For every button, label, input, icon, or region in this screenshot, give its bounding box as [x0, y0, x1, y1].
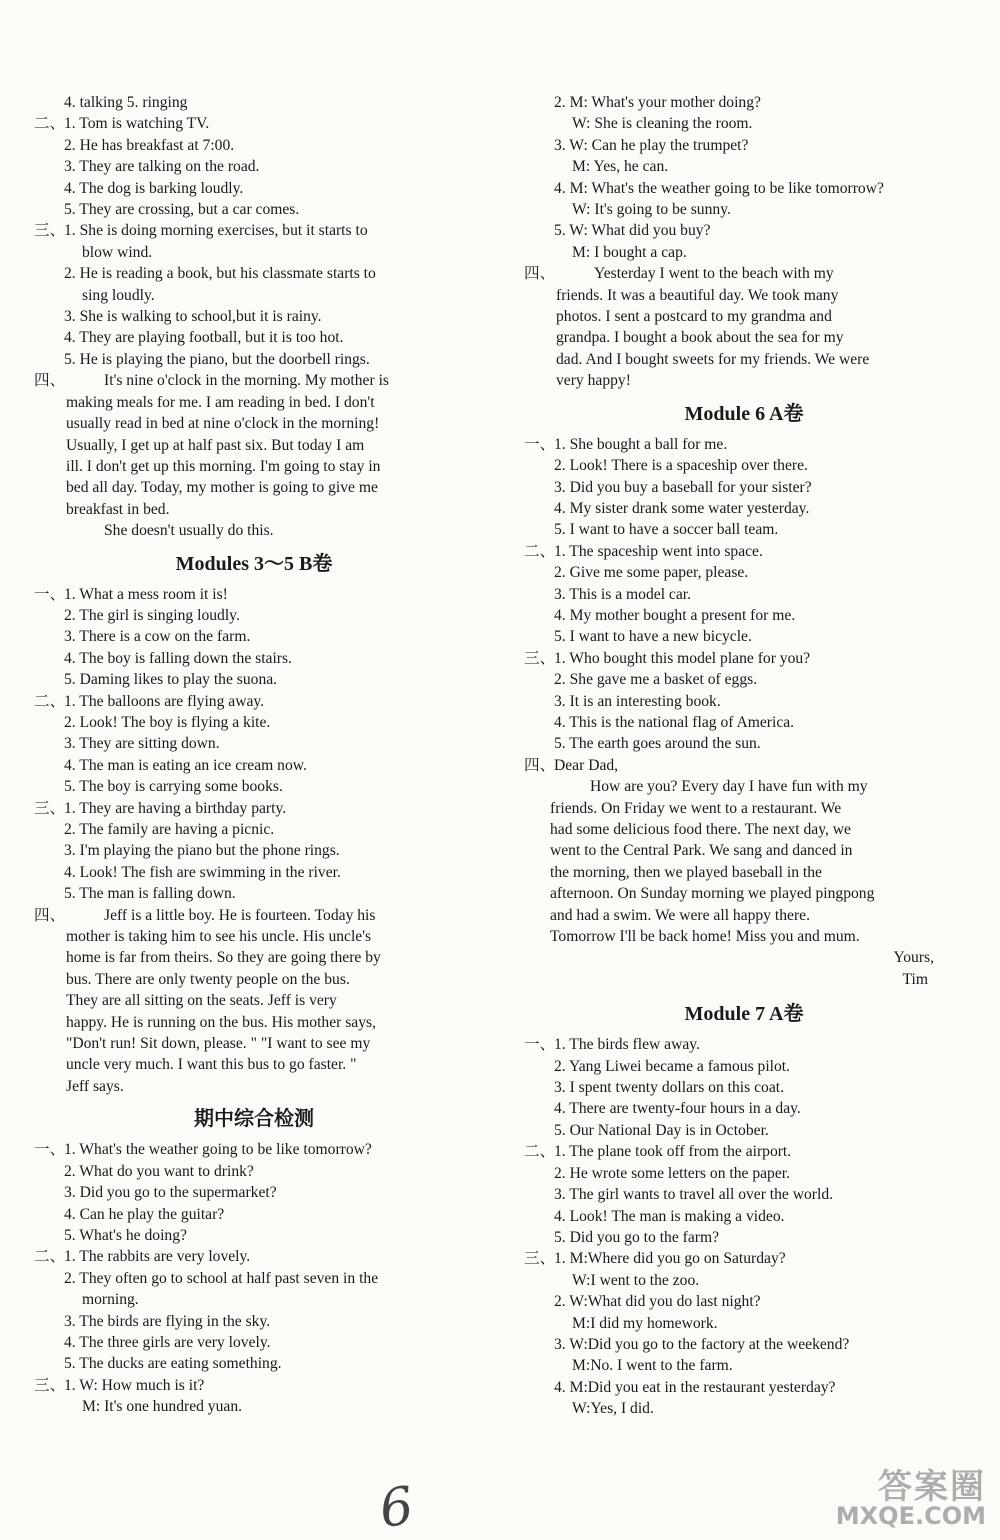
answer-line: 5. W: What did you buy? — [554, 222, 711, 240]
answer-line: 4. My mother bought a present for me. — [554, 606, 796, 624]
answer-line: 3. I'm playing the piano but the phone rings. — [64, 842, 340, 860]
answer-line: 1. What a mess room it is! — [64, 585, 228, 603]
section-mark: 三、 — [34, 222, 66, 240]
answer-line: 2. Look! The boy is flying a kite. — [64, 713, 271, 731]
answer-line: 2. Look! There is a spaceship over there. — [554, 457, 808, 475]
passage-line: Yesterday I went to the beach with my — [594, 265, 834, 283]
m-section-3 — [34, 1375, 474, 1418]
answer-line: M: I bought a cap. — [572, 243, 687, 261]
answer-line: 5. Daming likes to play the suona. — [64, 671, 278, 689]
answer-line: 1. W: How much is it? — [64, 1376, 205, 1394]
answer-line: 3. W:Did you go to the factory at the weekend? — [554, 1335, 850, 1353]
section-mark: 二、 — [34, 115, 66, 133]
dialogue-continuation — [524, 92, 964, 263]
m-section-1 — [34, 1139, 474, 1246]
answer-line: 3. The girl wants to travel all over the world. — [554, 1186, 834, 1204]
answer-line: 4. talking 5. ringing — [64, 94, 188, 111]
passage-line: Jeff is a little boy. He is fourteen. Today his — [104, 906, 376, 924]
answer-line: 3. She is walking to school,but it is rainy. — [64, 308, 322, 326]
answer-line: 2. W:What did you do last night? — [554, 1293, 761, 1311]
answer-line: 5. The man is falling down. — [64, 885, 236, 903]
right-column — [524, 92, 964, 1420]
section-mark: 二、 — [34, 692, 66, 710]
a-section-2 — [524, 541, 964, 648]
answer-line: 4. The three girls are very lovely. — [64, 1333, 271, 1351]
answer-line: 2. He has breakfast at 7:00. — [64, 136, 235, 154]
answer-line: 2. He wrote some letters on the paper. — [554, 1164, 790, 1182]
letter-line: friends. On Friday we went to a restaurant. We — [550, 799, 842, 817]
answer-line: morning. — [82, 1291, 139, 1309]
letter-line: went to the Central Park. We sang and danced in — [550, 842, 853, 860]
section-mark: 三、 — [524, 649, 556, 667]
answer-line: 3. Did you buy a baseball for your sister? — [554, 478, 812, 496]
watermark-cn: 答案圈 — [878, 1467, 986, 1507]
answer-line: 1. She is doing morning exercises, but it starts to — [64, 222, 368, 240]
answer-line: 5. The boy is carrying some books. — [64, 778, 283, 796]
passage-line: She doesn't usually do this. — [104, 522, 274, 540]
answer-line: 1. The balloons are flying away. — [64, 692, 265, 710]
answer-line: 2. The family are having a picnic. — [64, 821, 275, 838]
letter-line: afternoon. On Sunday morning we played pingpong — [550, 885, 875, 903]
answer-line: 2. Give me some paper, please. — [554, 564, 749, 582]
answer-line: 4. The dog is barking loudly. — [64, 179, 244, 197]
passage-line: usually read in bed at nine o'clock in the morning! — [66, 415, 380, 433]
answer-line: 2. M: What's your mother doing? — [554, 94, 761, 111]
answer-line: 4. M:Did you eat in the restaurant yesterday? — [554, 1378, 836, 1396]
passage-line: dad. And I bought sweets for my friends. We were — [556, 350, 870, 368]
section-mark: 四、 — [524, 756, 556, 774]
passage-line: breakfast in bed. — [66, 500, 170, 518]
passage-line: It's nine o'clock in the morning. My mother is — [104, 372, 389, 390]
section-mark: 二、 — [34, 1248, 66, 1266]
answer-line: 3. They are sitting down. — [64, 735, 220, 753]
answer-line: 3. It is an interesting book. — [554, 692, 721, 710]
section-2 — [34, 113, 474, 220]
answer-line: 5. Our National Day is in October. — [554, 1121, 769, 1139]
section-mark: 一、 — [34, 1141, 66, 1159]
answer-line: 4. Look! The man is making a video. — [554, 1207, 785, 1225]
watermark-en: MXQE.COM — [835, 1502, 986, 1530]
answer-line: W: It's going to be sunny. — [572, 201, 731, 219]
answer-line: 2. Yang Liwei became a famous pilot. — [554, 1057, 791, 1075]
answer-line: 4. My sister drank some water yesterday. — [554, 499, 810, 517]
section-mark: 四、 — [34, 372, 66, 390]
answer-line: 5. Did you go to the farm? — [554, 1228, 719, 1246]
answer-line: M:No. I went to the farm. — [572, 1357, 733, 1375]
passage-line: home is far from theirs. So they are going there by — [66, 949, 381, 967]
answer-line: 2. The girl is singing loudly. — [64, 606, 240, 624]
answer-line: 4. Look! The fish are swimming in the river. — [64, 863, 341, 881]
answer-line: 3. This is a model car. — [554, 585, 692, 603]
answer-line: 1. The spaceship went into space. — [554, 542, 763, 560]
answer-line: W: She is cleaning the room. — [572, 115, 753, 133]
answer-line: 5. He is playing the piano, but the doorbell rings. — [64, 350, 370, 368]
section-4 — [524, 263, 964, 391]
passage-line: "Don't run! Sit down, please. " "I want to see my — [66, 1035, 371, 1053]
answer-line: 5. The ducks are eating something. — [64, 1355, 282, 1373]
section-heading: 期中综合检测 — [194, 1108, 314, 1131]
answer-line: 1. The birds flew away. — [554, 1036, 700, 1054]
letter-closing: Yours, — [893, 949, 934, 967]
answer-line: 1. Who bought this model plane for you? — [554, 649, 811, 667]
section-3 — [34, 220, 474, 370]
a-section-4-letter — [524, 755, 964, 990]
b-section-1 — [34, 584, 474, 691]
answer-line: 4. Can he play the guitar? — [64, 1205, 225, 1223]
section-mark: 三、 — [34, 799, 66, 817]
answer-line: 1. What's the weather going to be like tomorrow? — [64, 1141, 372, 1159]
passage-line: They are all sitting on the seats. Jeff is very — [66, 992, 337, 1010]
letter-signature: Tim — [902, 970, 928, 988]
section-mark: 二、 — [524, 542, 556, 560]
section-mark: 三、 — [34, 1376, 66, 1394]
answer-line: 3. There is a cow on the farm. — [64, 628, 251, 646]
passage-line: Usually, I get up at half past six. But today I am — [66, 436, 365, 454]
section-mark: 一、 — [34, 585, 66, 603]
letter-line: Tomorrow I'll be back home! Miss you and mum. — [550, 928, 860, 946]
page-number: 6 — [375, 1475, 418, 1540]
section-mark: 二、 — [524, 1143, 556, 1161]
answer-line: 5. What's he doing? — [64, 1226, 187, 1244]
passage-line: friends. It was a beautiful day. We took many — [556, 286, 839, 304]
answer-line: 5. I want to have a new bicycle. — [554, 628, 752, 646]
c-section-1 — [524, 1034, 964, 1141]
b-section-4 — [34, 905, 474, 1098]
answer-line: 1. The plane took off from the airport. — [554, 1143, 792, 1161]
section-heading: Module 6 A卷 — [684, 402, 804, 425]
answer-line: 1. Tom is watching TV. — [64, 115, 210, 133]
answer-line: 3. They are talking on the road. — [64, 158, 260, 176]
answer-line: 1. They are having a birthday party. — [64, 799, 287, 817]
passage-line: uncle very much. I want this bus to go faster. " — [66, 1056, 357, 1074]
passage-line: making meals for me. I am reading in bed. I don't — [66, 393, 375, 411]
passage-line: bus. There are only twenty people on the bus. — [66, 970, 350, 988]
answer-line: 2. He is reading a book, but his classmate starts to — [64, 265, 376, 283]
section-heading: Modules 3～5 B卷 — [175, 552, 333, 575]
answer-line: 3. I spent twenty dollars on this coat. — [554, 1079, 784, 1097]
answer-line: 4. The boy is falling down the stairs. — [64, 649, 292, 667]
answer-line: 2. She gave me a basket of eggs. — [554, 671, 758, 689]
watermark-logo — [835, 1467, 986, 1530]
answer-line: W:I went to the zoo. — [572, 1271, 700, 1289]
passage-line: Jeff says. — [66, 1077, 124, 1095]
answer-line: 4. The man is eating an ice cream now. — [64, 756, 307, 774]
m-section-2 — [34, 1246, 474, 1374]
passage-line: bed all day. Today, my mother is going to give me — [66, 479, 378, 497]
section-mark: 三、 — [524, 1250, 556, 1268]
a-section-3 — [524, 648, 964, 755]
c-section-2 — [524, 1141, 964, 1248]
section-mark: 一、 — [524, 435, 556, 453]
letter-greeting: Dear Dad, — [554, 756, 619, 774]
letter-line: How are you? Every day I have fun with my — [590, 778, 868, 796]
b-section-3 — [34, 798, 474, 905]
c-section-3 — [524, 1248, 964, 1419]
answer-line: blow wind. — [82, 243, 153, 261]
answer-line: M: Yes, he can. — [572, 158, 669, 176]
answer-line: 3. W: Can he play the trumpet? — [554, 136, 749, 154]
section-mark: 四、 — [524, 265, 556, 283]
answer-line: 2. What do you want to drink? — [64, 1162, 254, 1180]
answer-line: 4. M: What's the weather going to be like tomorrow? — [554, 179, 884, 197]
answer-line: M:I did my homework. — [572, 1314, 718, 1332]
passage-line: happy. He is running on the bus. His mother says, — [66, 1013, 376, 1031]
left-column — [34, 92, 474, 1418]
answer-line: 3. The birds are flying in the sky. — [64, 1312, 271, 1330]
answer-line: 5. I want to have a soccer ball team. — [554, 521, 779, 539]
answer-line: 4. They are playing football, but it is too hot. — [64, 329, 344, 347]
a-section-1 — [524, 434, 964, 541]
answer-line: 5. They are crossing, but a car comes. — [64, 201, 300, 219]
letter-line: the morning, then we played baseball in the — [550, 863, 822, 881]
answer-line: 1. The rabbits are very lovely. — [64, 1248, 251, 1266]
answer-line: sing loudly. — [82, 286, 155, 304]
answer-line: M: It's one hundred yuan. — [82, 1398, 243, 1416]
answer-line: W:Yes, I did. — [572, 1400, 654, 1418]
passage-line: grandpa. I bought a book about the sea for my — [556, 329, 844, 347]
section-mark: 一、 — [524, 1036, 556, 1054]
section-4 — [34, 370, 474, 541]
section-heading: Module 7 A卷 — [684, 1003, 804, 1026]
section-mark: 四、 — [34, 906, 66, 924]
answer-line: 5. The earth goes around the sun. — [554, 735, 761, 753]
answer-line: 1. She bought a ball for me. — [554, 435, 728, 453]
answer-line: 2. They often go to school at half past seven in the — [64, 1269, 379, 1287]
b-section-2 — [34, 691, 474, 798]
passage-line: ill. I don't get up this morning. I'm going to stay in — [66, 457, 381, 475]
passage-line: photos. I sent a postcard to my grandma and — [556, 308, 832, 326]
letter-line: had some delicious food there. The next day, we — [550, 821, 851, 838]
passage-line: very happy! — [556, 372, 631, 390]
passage-line: mother is taking him to see his uncle. His uncle's — [66, 928, 372, 946]
answer-line: 3. Did you go to the supermarket? — [64, 1184, 277, 1202]
letter-line: and had a swim. We were all happy there. — [550, 906, 810, 924]
answer-line: 4. This is the national flag of America. — [554, 713, 795, 731]
answer-line: 1. M:Where did you go on Saturday? — [554, 1250, 786, 1268]
answer-line: 4. There are twenty-four hours in a day. — [554, 1100, 801, 1118]
